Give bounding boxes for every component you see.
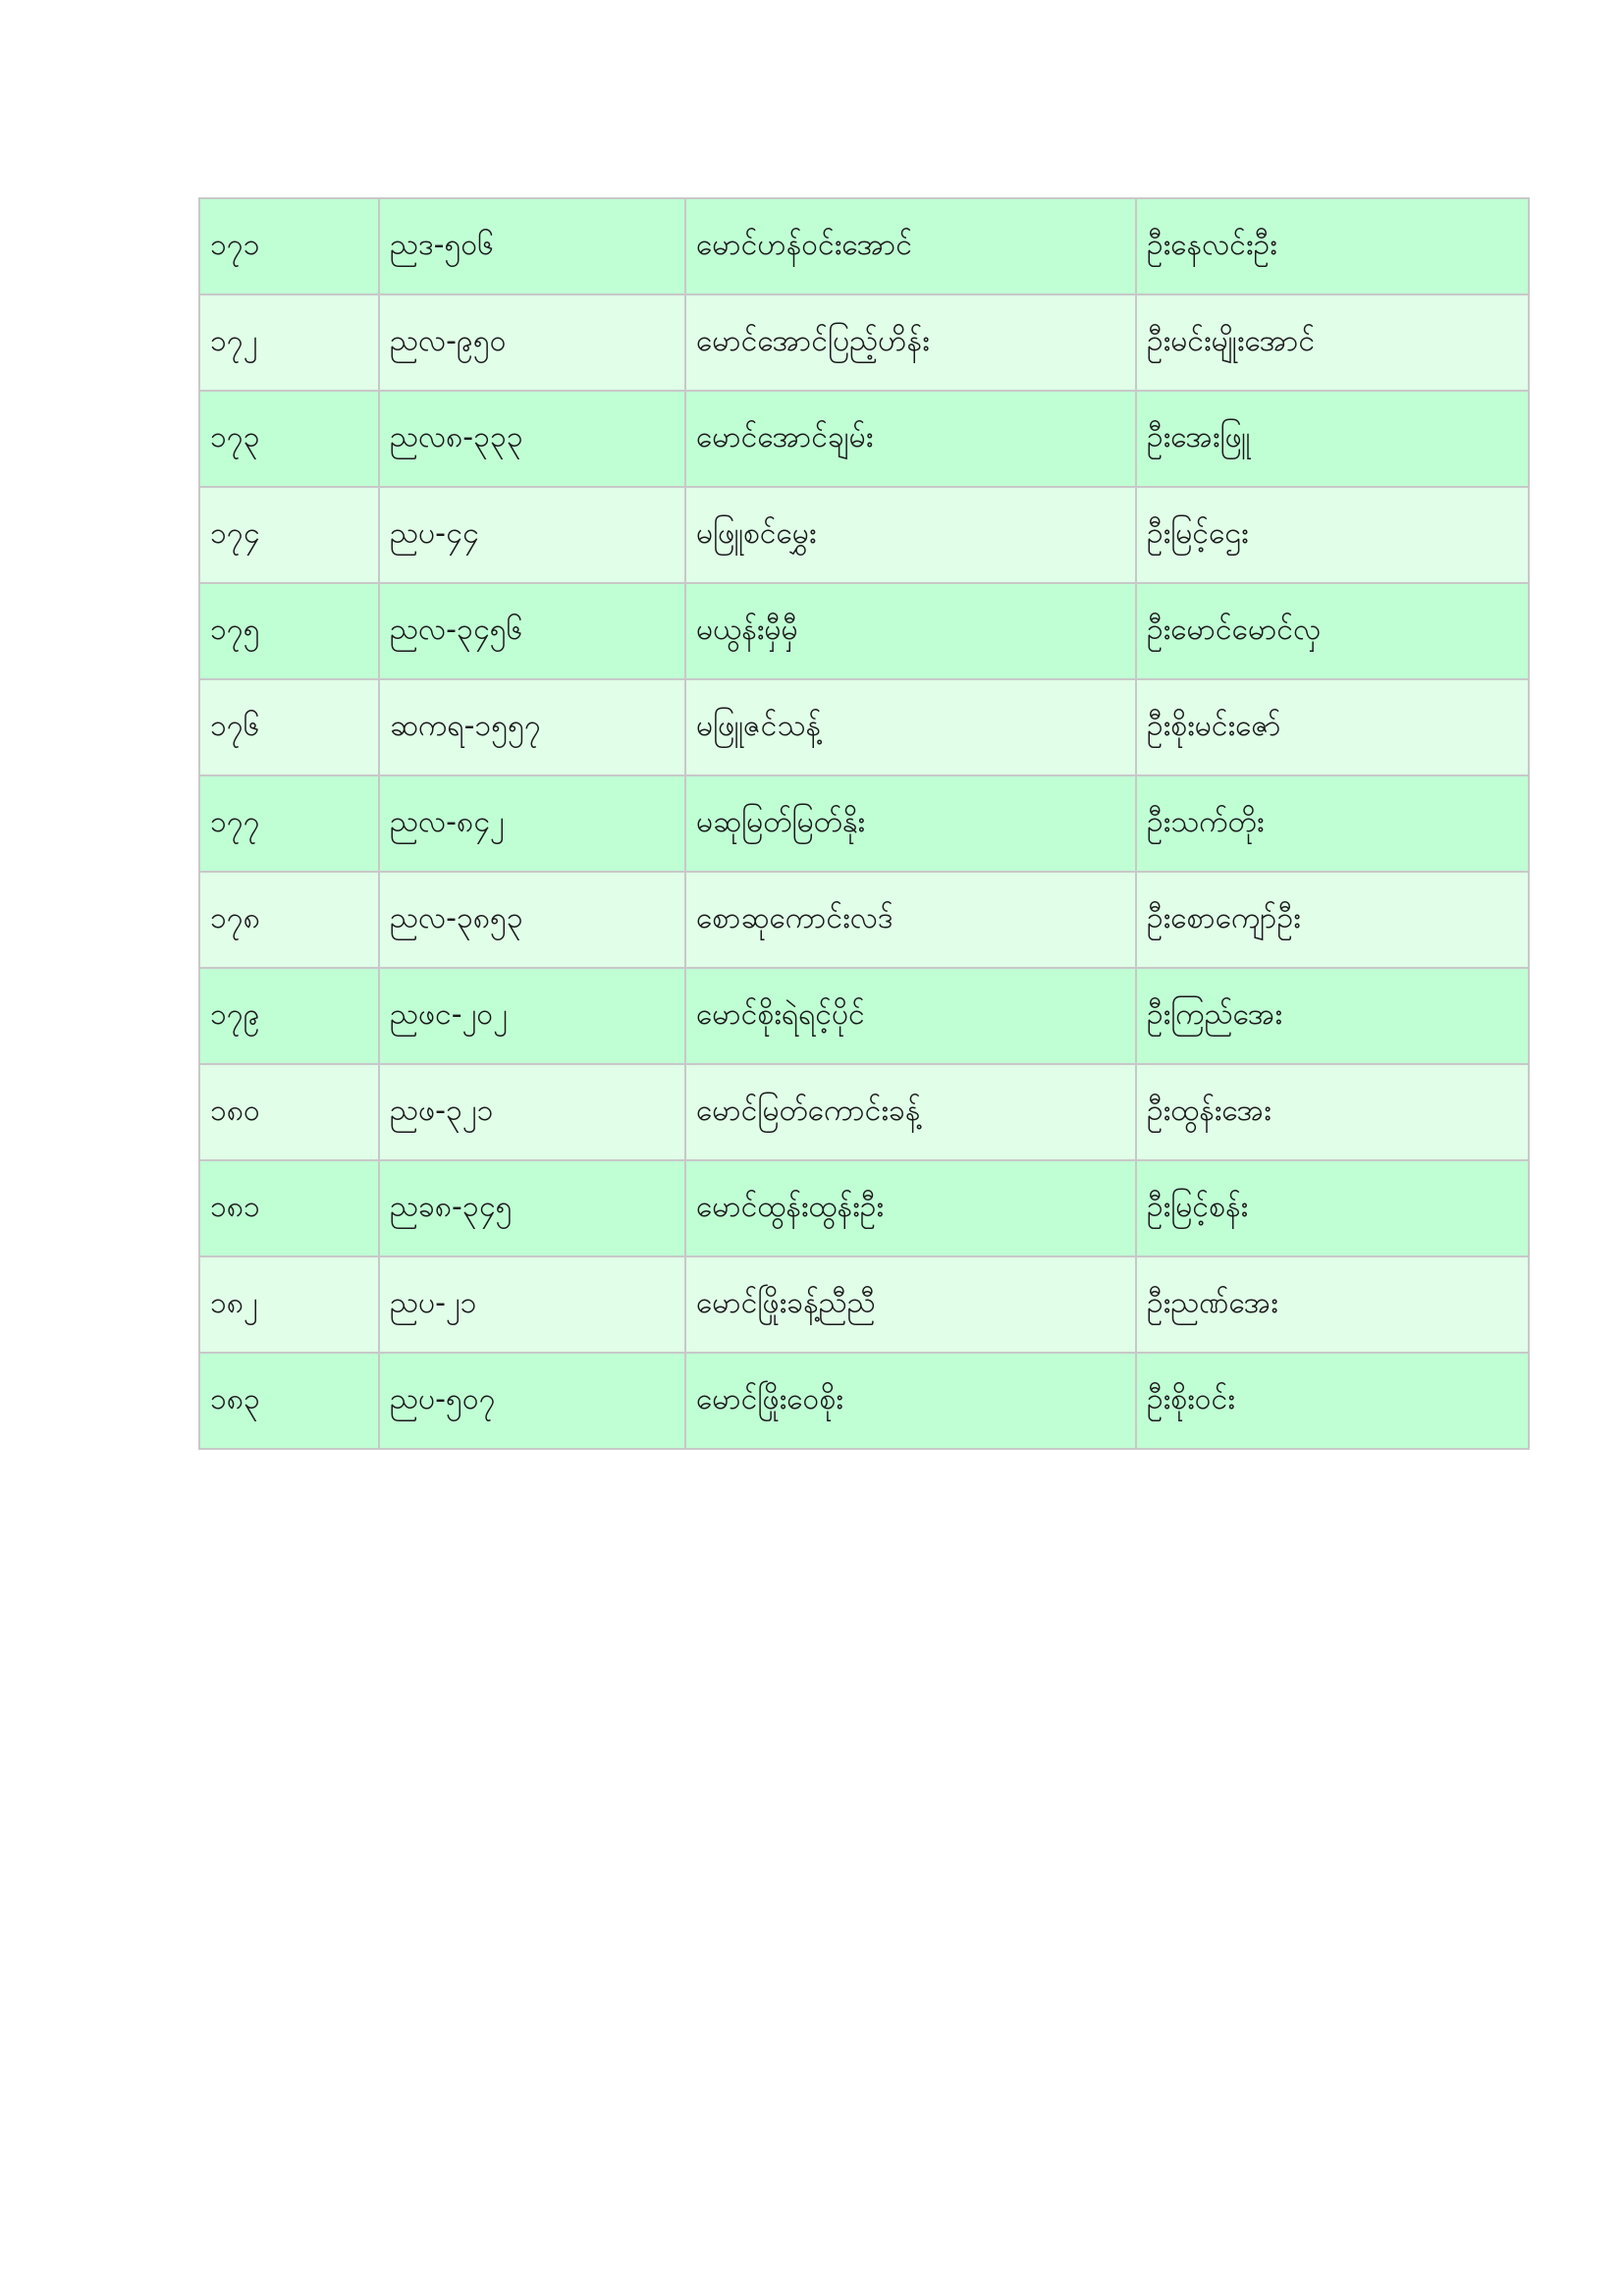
cell-id: ညဖင-၂၀၂ [379, 968, 685, 1064]
cell-id: ညလ-၃၄၅၆ [379, 583, 685, 679]
cell-parent-name: ဦးသက်တိုး [1136, 775, 1529, 872]
cell-number: ၁၇၄ [199, 487, 379, 583]
cell-parent-name: ဦးစိုးဝင်း [1136, 1353, 1529, 1449]
table-row [199, 968, 1529, 1064]
cell-name: မယွန်းမှီမှီ [685, 583, 1136, 679]
table-row [199, 872, 1529, 968]
cell-name: စောဆုကောင်းလဒ် [685, 872, 1136, 968]
cell-id: ညလ-၉၅၀ [379, 294, 685, 391]
table-row [199, 391, 1529, 487]
cell-parent-name: ဦးမင်းမျိုးအောင် [1136, 294, 1529, 391]
roster-table [198, 197, 1530, 1450]
cell-parent-name: ဦးမြင့်စန်း [1136, 1160, 1529, 1256]
cell-id: ညဒ-၅၀၆ [379, 198, 685, 294]
cell-id: ညလ၈-၃၃၃ [379, 391, 685, 487]
cell-name: မဆုမြတ်မြတ်နိုး [685, 775, 1136, 872]
cell-number: ၁၈၀ [199, 1064, 379, 1160]
cell-parent-name: ဦးစောကျော်ဦး [1136, 872, 1529, 968]
cell-number: ၁၇၂ [199, 294, 379, 391]
cell-number: ၁၈၁ [199, 1160, 379, 1256]
cell-id: ညပ-၄၄ [379, 487, 685, 583]
cell-id: ညပ-၅၀၇ [379, 1353, 685, 1449]
cell-number: ၁၇၈ [199, 872, 379, 968]
cell-name: မဖြူဇင်သန့် [685, 679, 1136, 775]
cell-id: ဆကရ-၁၅၅၇ [379, 679, 685, 775]
cell-id: ညပ-၂၁ [379, 1256, 685, 1353]
table-row [199, 294, 1529, 391]
table-row [199, 679, 1529, 775]
cell-number: ၁၇၅ [199, 583, 379, 679]
table-row [199, 1160, 1529, 1256]
cell-name: မောင်ထွန်းထွန်းဦး [685, 1160, 1136, 1256]
cell-parent-name: ဦးကြည်အေး [1136, 968, 1529, 1064]
cell-number: ၁၇၉ [199, 968, 379, 1064]
cell-parent-name: ဦးမောင်မောင်လှ [1136, 583, 1529, 679]
cell-name: မောင်စိုးရဲရင့်ပိုင် [685, 968, 1136, 1064]
cell-parent-name: ဦးနေလင်းဦး [1136, 198, 1529, 294]
cell-number: ၁၇၃ [199, 391, 379, 487]
cell-name: မောင်ဖြိုးဝေစိုး [685, 1353, 1136, 1449]
cell-parent-name: ဦးစိုးမင်းဇော် [1136, 679, 1529, 775]
cell-number: ၁၇၆ [199, 679, 379, 775]
cell-name: မဖြူစင်မွှေး [685, 487, 1136, 583]
cell-parent-name: ဦးအေးဖြူ [1136, 391, 1529, 487]
cell-number: ၁၈၂ [199, 1256, 379, 1353]
cell-id: ညလ-၃၈၅၃ [379, 872, 685, 968]
table-row [199, 487, 1529, 583]
cell-name: မောင်မြတ်ကောင်းခန့် [685, 1064, 1136, 1160]
cell-name: မောင်အောင်ချမ်း [685, 391, 1136, 487]
table-row [199, 1064, 1529, 1160]
roster-table-body [199, 198, 1529, 1449]
cell-name: မောင်ဖြိုးခန့်ညီညီ [685, 1256, 1136, 1353]
cell-parent-name: ဦးထွန်းအေး [1136, 1064, 1529, 1160]
cell-name: မောင်ဟန်ဝင်းအောင် [685, 198, 1136, 294]
cell-number: ၁၈၃ [199, 1353, 379, 1449]
cell-id: ညခ၈-၃၄၅ [379, 1160, 685, 1256]
cell-id: ညလ-၈၄၂ [379, 775, 685, 872]
cell-id: ညဖ-၃၂၁ [379, 1064, 685, 1160]
cell-number: ၁၇၁ [199, 198, 379, 294]
table-row [199, 775, 1529, 872]
cell-parent-name: ဦးမြင့်ဌေး [1136, 487, 1529, 583]
cell-parent-name: ဦးညဏ်အေး [1136, 1256, 1529, 1353]
table-row [199, 1256, 1529, 1353]
cell-number: ၁၇၇ [199, 775, 379, 872]
table-row [199, 1353, 1529, 1449]
table-row [199, 198, 1529, 294]
cell-name: မောင်အောင်ပြည့်ဟိန်း [685, 294, 1136, 391]
table-row [199, 583, 1529, 679]
